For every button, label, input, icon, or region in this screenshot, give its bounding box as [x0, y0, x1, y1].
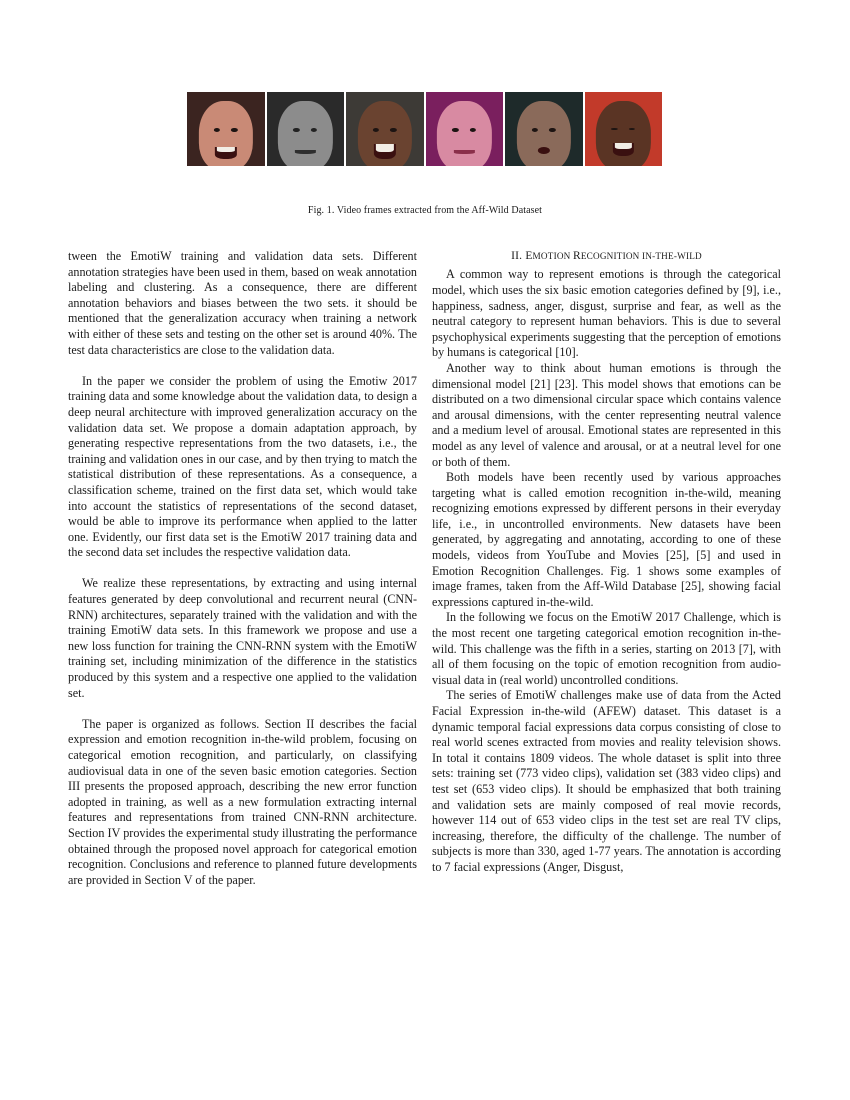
figure-caption: Fig. 1. Video frames extracted from the Aff-Wild Dataset	[307, 205, 543, 216]
left-column	[68, 249, 417, 888]
video-frame-4	[426, 92, 504, 166]
video-frame-1	[187, 92, 265, 166]
paragraph: We realize these representations, by extracting and using internal features generated by deep convolutional and recurrent neural (CNN-RNN) architectures, separately trained with the validation and with the training EmotiW data sets. In this framework we propose and use a new loss function for training the CNN-RNN system with the EmotiW training set, including minimization of the difference in the statistics produced by this system and a respective one applied to the validation set.	[68, 576, 417, 700]
section-heading: II. EMOTION RECOGNITION IN-THE-WILD	[511, 250, 702, 262]
video-frame-3	[346, 92, 424, 166]
paragraph: tween the EmotiW training and validation data sets. Different annotation strategies have been used in them, based on weak annotation labeling and clustering. As a consequence, there are different annotation behaviors and biases between the two sets. it should be mentioned that the generalization accuracy when training a network with either of these sets and testing on the other set is around 40%. The test data characteristics are close to the validation data.	[68, 249, 417, 357]
video-frame-6	[585, 92, 663, 166]
right-column	[432, 249, 781, 876]
video-frame-2	[267, 92, 345, 166]
paragraph: Both models have been recently used by various approaches targeting what is called emotion recognition in-the-wild, meaning recognizing emotions expressed by different persons in their everyday life, i.e., in uncontrolled environments. New datasets have been generated, by aggregating and annotating, according to one of these models, videos from YouTube and Movies [25], [5] and used in Emotion Recognition Challenges. Fig. 1 shows some examples of image frames, taken from the Aff-Wild Database [25], showing facial expressions captured in-the-wild.	[432, 470, 781, 609]
paragraph: The paper is organized as follows. Section II describes the facial expression and emotion recognition in-the-wild problem, focusing on categorical emotion recognition, and particularly, on classifying audiovisual data in one of the seven basic emotion categories. Section III presents the proposed approach, describing the new error function adopted in training, as well as a new formulation extracting internal features and representations from trained CNN-RNN architecture. Section IV provides the experimental study illustrating the performance obtained through the proposed novel approach for categorical emotion recognition. Conclusions and reference to planned future developments are provided in Section V of the paper.	[68, 716, 417, 887]
paragraph: A common way to represent emotions is through the categorical model, which uses the six basic emotion categories defined by [9], i.e., happiness, sadness, anger, disgust, surprise and fear, as well as the neutral category to represent human behaviors. This is due to several psychophysical experiments suggesting that the perception of emotions by humans is categorical [10].	[432, 267, 781, 360]
figure-image-strip	[187, 92, 662, 166]
paragraph: In the following we focus on the EmotiW 2017 Challenge, which is the most recent one targeting categorical emotion recognition in-the-wild. This challenge was the fifth in a series, starting on 2013 [7], with all of them focusing on the topic of emotion recognition from audio-visual data in (real world) uncontrolled conditions.	[432, 610, 781, 687]
paragraph: Another way to think about human emotions is through the dimensional model [21] [23]. This model shows that emotions can be distributed on a two dimensional circular space which contains valence and arousal dimensions, with the center representing neutral valence and a medium level of arousal. Emotional states are represented in this model as any level of valence and arousal, or at a neutral level for one or both of them.	[432, 360, 781, 469]
video-frame-5	[505, 92, 583, 166]
paragraph: In the paper we consider the problem of using the Emotiw 2017 training data and some knowledge about the validation data, to design a deep neural architecture with improved generalization accuracy on the validation data set. We propose a domain adaptation approach, by generating respective representations from the two datasets, i.e., the training and validation ones in our case, and by then trying to match the statistical distribution of these representations. As a consequence, a classification scheme, trained on the first data set, which would take into account the statistics of representations of the second dataset, would be able to improve its performance when applied to the latter one. Evidently, our first data set is the EmotiW 2017 training data and the second data set includes the respective validation data.	[68, 373, 417, 560]
paragraph: The series of EmotiW challenges make use of data from the Acted Facial Expression in-the-wild (AFEW) dataset. This dataset is a dynamic temporal facial expressions data corpus consisting of close to real world scenes extracted from movies and reality television shows. In total it contains 1809 videos. The whole dataset is split into three sets: training set (773 video clips), validation set (383 video clips) and test set (653 video clips). It should be emphasized that both training and validation sets are mainly composed of real movie records, however 114 out of 653 video clips in the test set are real TV clips, increasing, therefore, the difficulty of the challenge. The number of subjects is more than 330, aged 1-77 years. The annotation is according to 7 facial expressions (Anger, Disgust,	[432, 688, 781, 874]
